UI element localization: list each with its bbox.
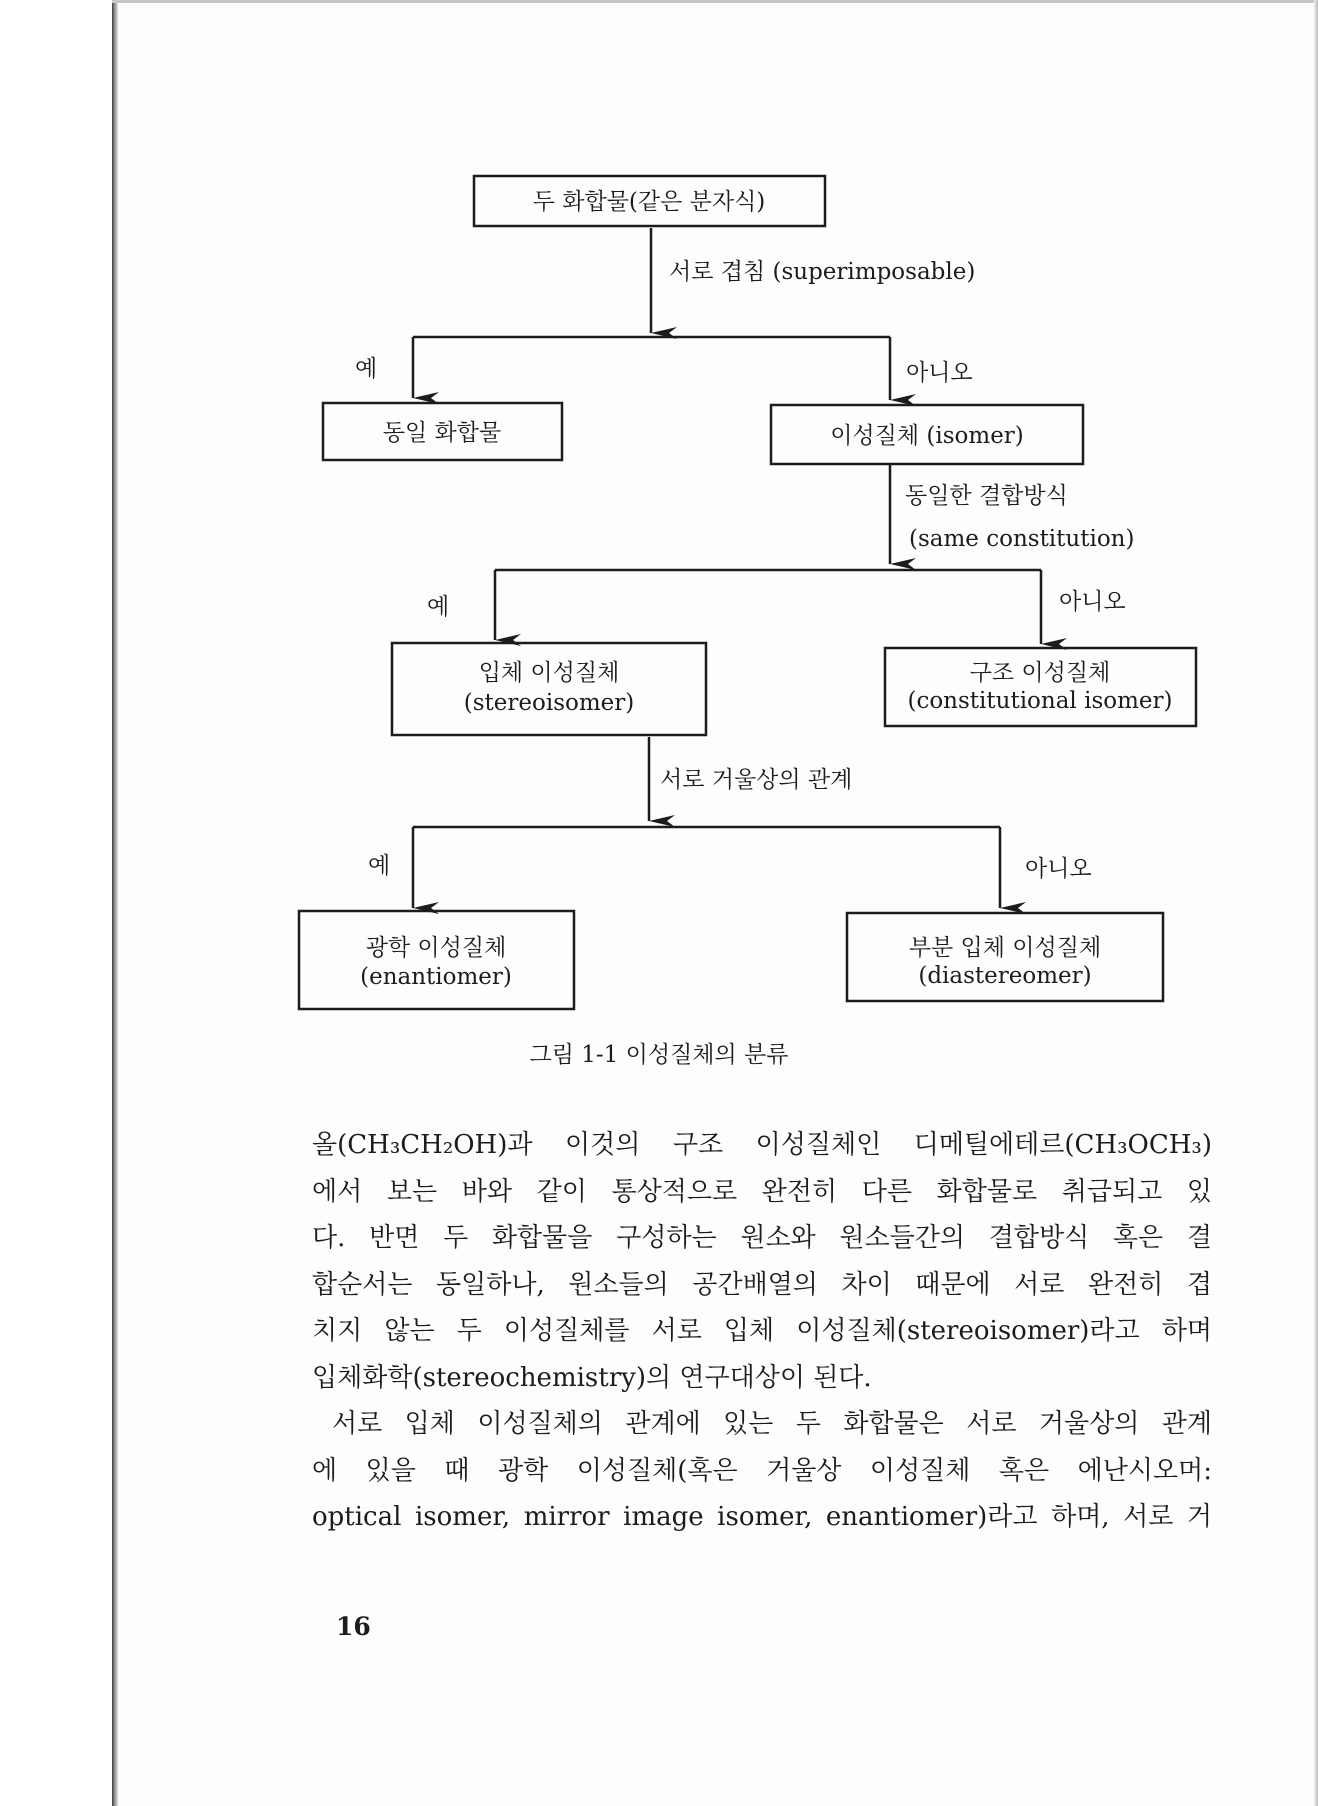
enantiomer-label-en: (enantiomer): [360, 964, 512, 990]
body-line: 서로 입체 이성질체의 관계에 있는 두 화합물은 서로 거울상의 관계: [332, 1409, 1212, 1439]
body-line: 다. 반면 두 화합물을 구성하는 원소와 원소들간의 결합방식 혹은 결: [312, 1223, 1212, 1253]
same-constitution-label-ko: 동일한 결합방식: [905, 483, 1068, 509]
no-label-3: 아니오: [1025, 856, 1092, 882]
isomer-label: 이성질체 (isomer): [830, 423, 1024, 449]
root-box-label: 두 화합물(같은 분자식): [532, 189, 766, 215]
stereoisomer-label-en: (stereoisomer): [463, 690, 635, 716]
body-line: 에 있을 때 광학 이성질체(혹은 거울상 이성질체 혹은 에난시오머:: [312, 1455, 1212, 1486]
superimposable-label: 서로 겹침 (superimposable): [669, 259, 976, 285]
body-line: 에서 보는 바와 같이 통상적으로 완전히 다른 화합물로 취급되고 있: [312, 1176, 1212, 1207]
identical-label: 동일 화합물: [382, 420, 502, 446]
body-line: 치지 않는 두 이성질체를 서로 입체 이성질체(stereoisomer)라고 하며: [312, 1316, 1212, 1346]
body-line: 합순서는 동일하나, 원소들의 공간배열의 차이 때문에 서로 완전히 겹: [312, 1269, 1212, 1300]
diastereomer-label-en: (diastereomer): [918, 963, 1092, 989]
stereoisomer-box: [392, 643, 706, 735]
yes-label-1: 예: [355, 356, 378, 382]
body-line: 입체화학(stereochemistry)의 연구대상이 된다.: [312, 1362, 872, 1393]
page-number: 16: [336, 1612, 371, 1641]
no-label-2: 아니오: [1059, 589, 1126, 615]
figure-caption: 그림 1-1 이성질체의 분류: [529, 1042, 789, 1068]
no-label-1: 아니오: [906, 360, 973, 386]
body-line: optical isomer, mirror image isomer, enantiomer)라고 하며, 서로 거: [312, 1502, 1212, 1532]
stereoisomer-label-ko: 입체 이성질체: [478, 660, 620, 686]
constitutional-label-en: (constitutional isomer): [907, 688, 1173, 714]
enantiomer-label-ko: 광학 이성질체: [365, 935, 507, 961]
body-line: 올(CH₃CH₂OH)과 이것의 구조 이성질체인 디메틸에테르(CH₃OCH₃): [312, 1130, 1212, 1160]
yes-label-3: 예: [368, 853, 391, 879]
body-paragraph: [312, 1122, 1212, 1541]
mirror-image-label: 서로 거울상의 관계: [660, 767, 853, 793]
yes-label-2: 예: [427, 594, 450, 620]
constitutional-label-ko: 구조 이성질체: [969, 660, 1111, 686]
diastereomer-label-ko: 부분 입체 이성질체: [908, 935, 1102, 961]
same-constitution-label-en: (same constitution): [909, 526, 1135, 552]
